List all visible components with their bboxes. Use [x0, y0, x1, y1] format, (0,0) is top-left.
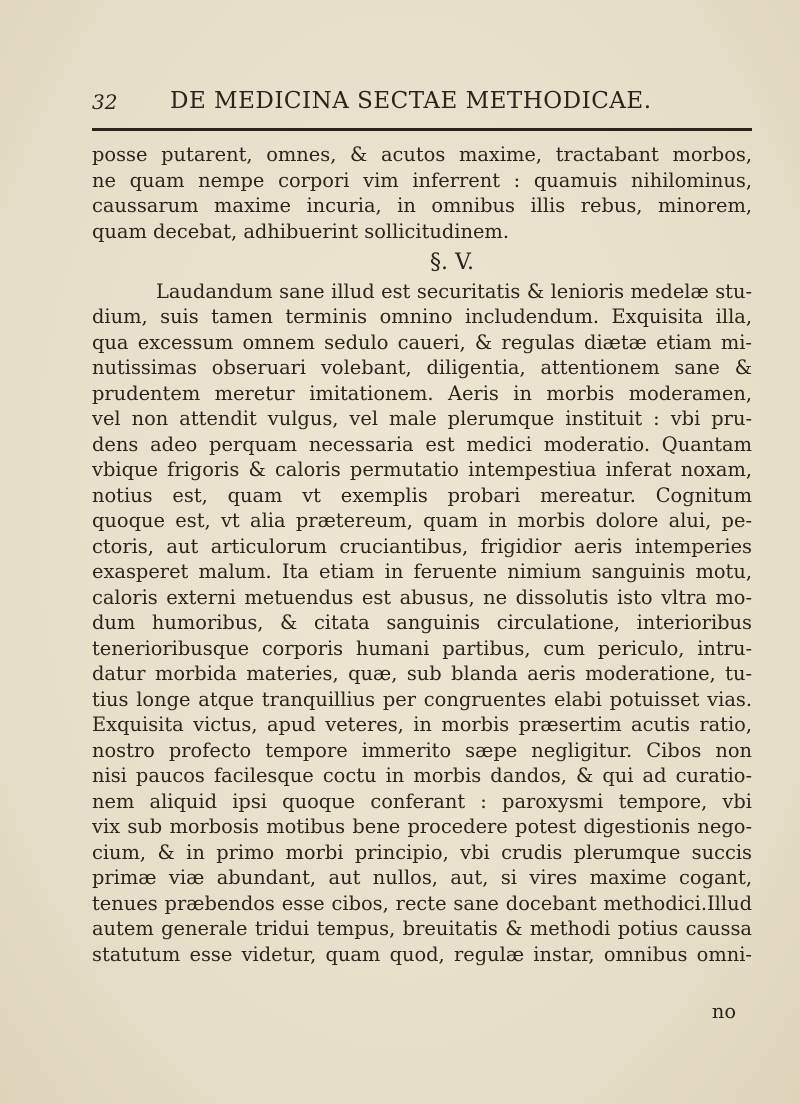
text-line: exasperet malum. Ita etiam in feruente nimium sanguinis motu, — [92, 560, 752, 583]
text-line: vbique frigoris & caloris permutatio intempestiua inferat noxam, — [92, 458, 752, 481]
text-line: primæ viæ abundant, aut nullos, aut, si vires maxime cogant, — [92, 866, 752, 889]
text-line: dum humoribus, & citata sanguinis circulatione, interioribus — [92, 611, 752, 634]
text-line: Exquisita victus, apud veteres, in morbis præsertim acutis ratio, — [92, 713, 752, 736]
text-line: tenerioribusque corporis humani partibus, cum periculo, intru- — [92, 636, 752, 660]
text-line: tius longe atque tranquillius per congruentes elabi potuisset vias. — [92, 687, 752, 711]
section-heading: §. V. — [429, 250, 475, 275]
text-line: nisi paucos facilesque coctu in morbis dandos, & qui ad curatio- — [92, 764, 752, 787]
header-rule — [92, 128, 752, 131]
text-line: tenues præbendos esse cibos, recte sane docebant methodici.Illud — [92, 891, 752, 915]
text-line: vix sub morbosis motibus bene procedere potest digestionis nego- — [92, 815, 752, 838]
text-line: prudentem meretur imitationem. Aeris in morbis moderamen, — [92, 381, 752, 405]
text-line: quam decebat, adhibuerint sollicitudinem. — [92, 219, 509, 243]
text-line: Laudandum sane illud est securitatis & lenioris medelæ stu- — [156, 279, 752, 303]
page-number: 32 — [92, 90, 118, 114]
page-header — [92, 88, 752, 122]
text-line: caloris externi metuendus est abusus, ne dissolutis isto vltra mo- — [92, 585, 752, 609]
text-line: notius est, quam vt exemplis probari mereatur. Cognitum — [92, 483, 752, 507]
text-line: dens adeo perquam necessaria est medici moderatio. Quantam — [92, 432, 752, 456]
text-line: quoque est, vt alia prætereum, quam in morbis dolore alui, pe- — [92, 509, 752, 532]
text-line: statutum esse videtur, quam quod, regulæ instar, omnibus omni- — [92, 942, 752, 966]
text-line: qua excessum omnem sedulo caueri, & regulas diætæ etiam mi- — [92, 330, 752, 354]
text-line: dium, suis tamen terminis omnino includendum. Exquisita illa, — [92, 305, 752, 328]
intro-paragraph — [92, 142, 752, 244]
text-line: autem generale tridui tempus, breuitatis & methodi potius caussa — [92, 917, 752, 940]
text-line: datur morbida materies, quæ, sub blanda aeris moderatione, tu- — [92, 662, 752, 685]
body-text — [92, 142, 752, 967]
text-line: nutissimas obseruari volebant, diligentia, attentionem sane & — [92, 356, 752, 379]
running-title: DE MEDICINA SECTAE METHODICAE. — [170, 88, 652, 114]
text-line: posse putarent, omnes, & acutos maxime, tractabant morbos, — [92, 143, 752, 166]
text-line: vel non attendit vulgus, vel male plerumque instituit : vbi pru- — [92, 407, 752, 430]
text-line: caussarum maxime incuria, in omnibus illis rebus, minorem, — [92, 194, 752, 217]
catchword: no — [711, 1000, 736, 1023]
text-line: cium, & in primo morbi principio, vbi crudis plerumque succis — [92, 840, 752, 864]
section-paragraph — [92, 279, 752, 968]
text-line: nostro profecto tempore immerito sæpe negligitur. Cibos non — [92, 738, 752, 762]
text-line: nem aliquid ipsi quoque conferant : paroxysmi tempore, vbi — [92, 789, 752, 813]
text-line: ctoris, aut articulorum cruciantibus, frigidior aeris intemperies — [92, 534, 752, 558]
text-line: ne quam nempe corpori vim inferrent : quamuis nihilominus, — [92, 168, 752, 192]
